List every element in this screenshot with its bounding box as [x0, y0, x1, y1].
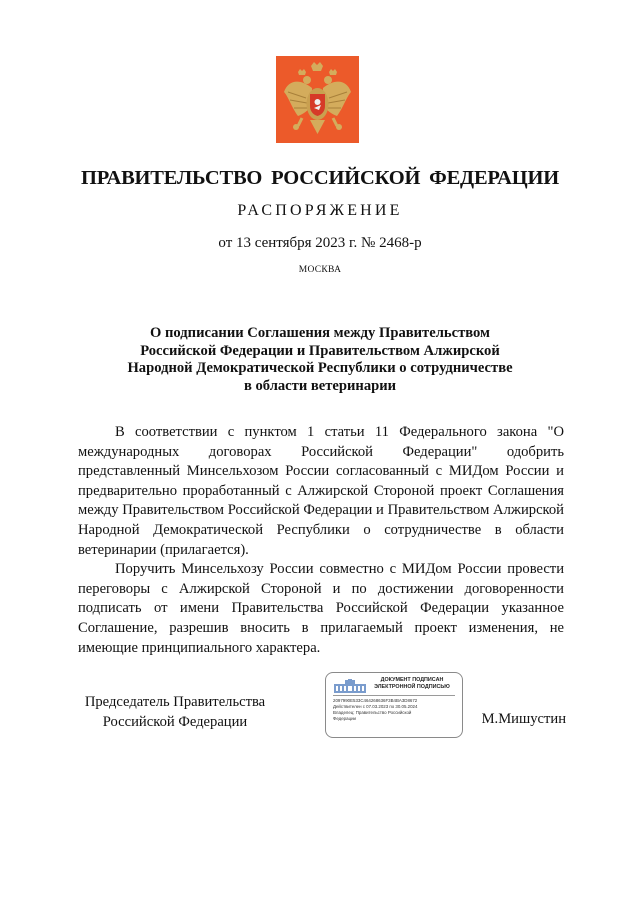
body-paragraph: Поручить Минсельхозу России совместно с МИДом России провести переговоры с Алжирской Стороной и по достижении договоренности подписать от имени Правительства Российской Федерации указанное Соглашение, разрешив вносить в прилагаемый проект изменения, не имеющие принципиального характера.: [78, 561, 564, 656]
signatory-position: [70, 693, 280, 732]
document-type: РАСПОРЯЖЕНИЕ: [237, 202, 403, 219]
city: МОСКВА: [298, 265, 342, 275]
title-line: Российской Федерации и Правительством Алжирской: [140, 342, 500, 359]
stamp-divider: [333, 695, 455, 696]
position-line: Российской Федерации: [102, 713, 248, 730]
certificate-serial: 2097990E533C464268636F3B4BA3D8672: [333, 698, 418, 703]
stamp-heading: [366, 677, 458, 691]
certificate-validity: Действителен с 07.03.2023 по 30.05.2024: [333, 704, 418, 709]
document-body: [78, 423, 564, 658]
body-paragraph: В соответствии с пунктом 1 статьи 11 Федерального закона "О международных договорах Российской Федерации" одобрить представленный Минсельхозом России согласованный с МИДом России и предварительно проработанный с Алжирской Стороной проект Соглашения между Правительством Российской Федерации и Правительством Алжирской Народной Демократической Республики о сотрудничестве в области ветеринарии (прилагается).: [78, 424, 564, 558]
certificate-owner: Федерации: [333, 716, 356, 721]
coat-of-arms-emblem: [276, 56, 359, 143]
stamp-heading-line: ЭЛЕКТРОННОЙ ПОДПИСЬЮ: [374, 684, 450, 690]
certificate-owner: Владелец: Правительство Российской: [333, 710, 412, 715]
signatory-name: М.Мишустин: [481, 711, 566, 727]
stamp-details: [333, 698, 459, 722]
position-line: Председатель Правительства: [84, 694, 266, 710]
title-line: Народной Демократической Республики о сотрудничестве: [127, 360, 513, 376]
title-line: О подписании Соглашения между Правительством: [150, 325, 490, 341]
government-building-icon: [334, 679, 366, 693]
government-name: ПРАВИТЕЛЬСТВО РОССИЙСКОЙ ФЕДЕРАЦИИ: [81, 167, 559, 189]
title-line: в области ветеринарии: [243, 377, 397, 394]
electronic-signature-stamp: [325, 672, 463, 738]
stamp-heading-line: ДОКУМЕНТ ПОДПИСАН: [380, 677, 444, 683]
document-title: [100, 325, 540, 395]
date-and-number: от 13 сентября 2023 г. № 2468-р: [218, 235, 422, 251]
